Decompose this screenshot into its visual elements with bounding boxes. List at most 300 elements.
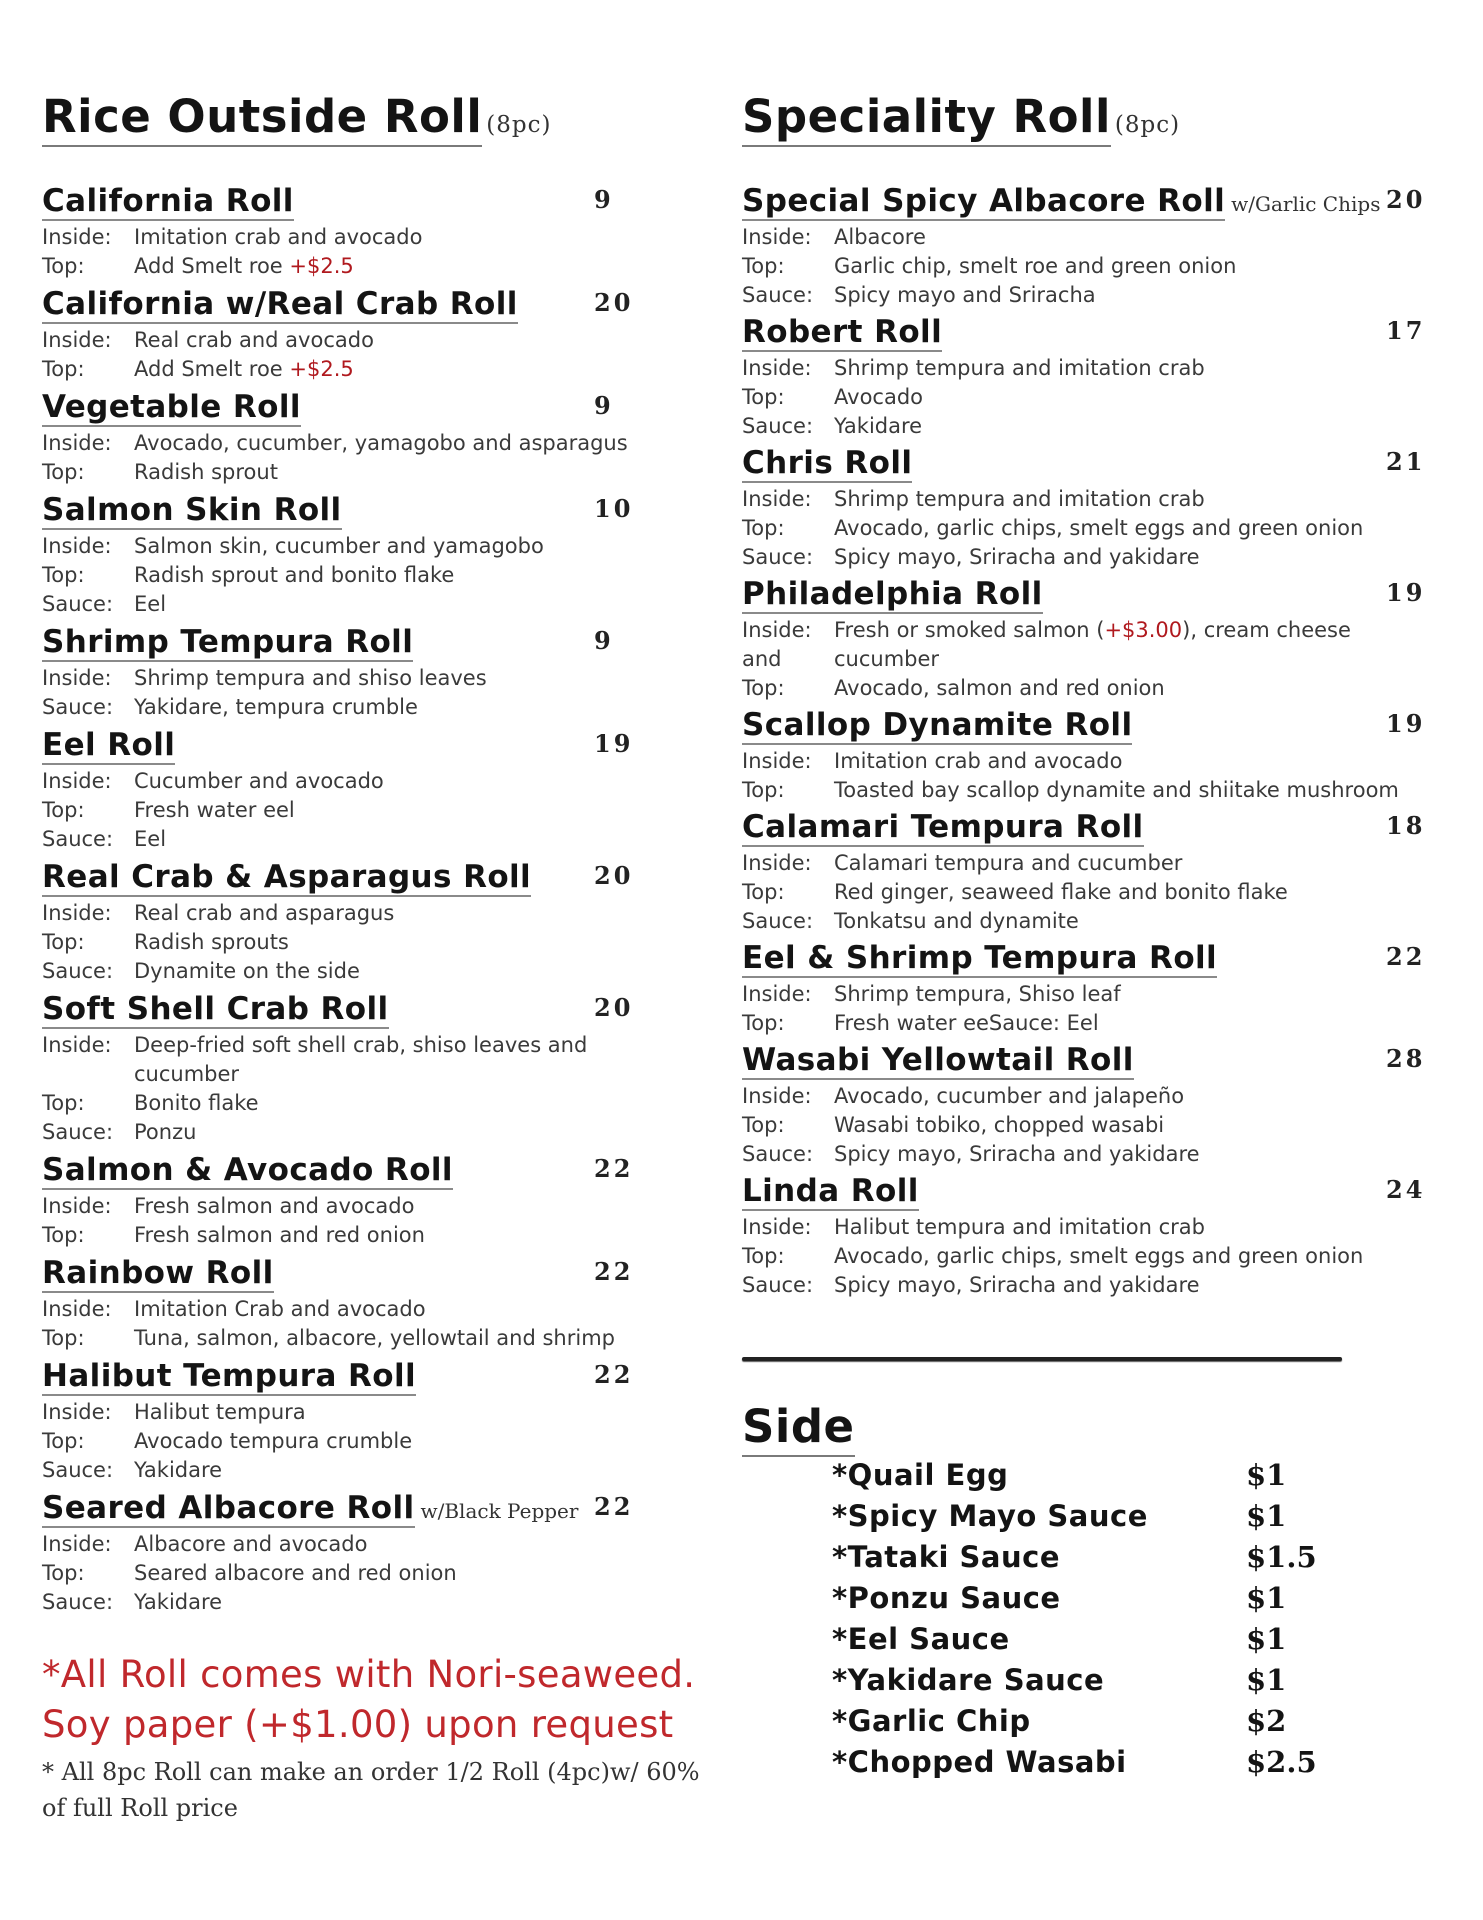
ingredient-text	[834, 645, 1422, 674]
menu-item-header	[742, 940, 1426, 980]
ingredient-text	[134, 1427, 692, 1456]
right-menu-list	[742, 183, 1426, 1304]
menu-item-name: Salmon & Avocado Roll	[42, 1152, 453, 1188]
ingredient-label: Inside:	[42, 1532, 112, 1556]
ingredient-label: Inside:	[42, 666, 112, 690]
side-item-price: $1	[1246, 1622, 1287, 1656]
ingredient-text	[834, 747, 1422, 776]
ingredient-value: Add Smelt roe	[134, 254, 290, 278]
ingredient-label: Sauce:	[42, 695, 114, 719]
ingredient-label: Top:	[742, 880, 785, 904]
ingredient-text	[134, 899, 692, 928]
menu-item-name: Wasabi Yellowtail Roll	[742, 1042, 1134, 1078]
ingredient-label: Inside:	[742, 1215, 812, 1239]
side-item	[832, 1622, 1352, 1663]
menu-item-price: 20	[594, 993, 634, 1022]
footer-soy-paper-note: Soy paper (+$1.00) upon request	[42, 1703, 674, 1746]
ingredient-label: Inside:	[42, 769, 112, 793]
ingredient-label: Top:	[742, 385, 785, 409]
menu-item-header	[742, 576, 1426, 616]
ingredient-line	[42, 899, 692, 928]
ingredient-line	[42, 1398, 692, 1427]
ingredient-label: Inside:	[742, 749, 812, 773]
menu-item	[42, 727, 692, 854]
ingredient-value: Eel	[134, 592, 167, 616]
ingredient-label: Sauce:	[42, 959, 114, 983]
ingredient-text	[834, 1111, 1422, 1140]
menu-item-price: 24	[1386, 1175, 1426, 1204]
ingredient-line	[42, 561, 692, 590]
ingredient-label: Top:	[742, 516, 785, 540]
footer-nori-note: *All Roll comes with Nori-seaweed.	[42, 1653, 696, 1696]
ingredient-text	[134, 957, 692, 986]
ingredient-value: Fresh water eel	[134, 798, 295, 822]
menu-item-name: Linda Roll	[742, 1173, 919, 1209]
side-section-header	[742, 1400, 855, 1457]
ingredient-line	[42, 355, 692, 384]
ingredient-text	[134, 326, 692, 355]
ingredient-value: Imitation crab and avocado	[134, 225, 423, 249]
ingredient-text	[834, 980, 1422, 1009]
ingredient-label: Top:	[42, 563, 85, 587]
right-section-header	[742, 90, 1180, 147]
ingredient-text	[834, 1140, 1422, 1169]
menu-item-header	[42, 991, 692, 1031]
ingredient-value: Avocado, garlic chips, smelt eggs and green onion	[834, 1244, 1364, 1268]
ingredient-label: Top:	[742, 1244, 785, 1268]
ingredient-value: Spicy mayo, Sriracha and yakidare	[834, 545, 1200, 569]
ingredient-value: Yakidare	[134, 1590, 223, 1614]
menu-item-name: California w/Real Crab Roll	[42, 286, 518, 322]
ingredient-line	[42, 590, 692, 619]
side-item-name: *Eel Sauce	[832, 1622, 1010, 1656]
ingredient-line	[742, 1213, 1422, 1242]
menu-item-name: Rainbow Roll	[42, 1255, 274, 1291]
menu-item-header	[42, 286, 692, 326]
menu-item-price: 22	[594, 1154, 634, 1183]
footer-half-roll-note: * All 8pc Roll can make an order 1/2 Roll (4pc)w/ 60% of full Roll price	[42, 1758, 700, 1822]
menu-item-price: 19	[1386, 709, 1426, 738]
ingredient-label: Top:	[42, 460, 85, 484]
ingredient-value: Tonkatsu and dynamite	[834, 909, 1079, 933]
ingredient-text	[834, 776, 1422, 805]
menu-item	[42, 859, 692, 986]
ingredient-text	[134, 1031, 692, 1089]
ingredient-value: Deep-fried soft shell crab, shiso leaves and cucumber	[134, 1033, 588, 1086]
ingredient-text	[134, 1530, 692, 1559]
ingredient-text	[834, 674, 1422, 703]
ingredient-value: Fresh water eeSauce: Eel	[834, 1011, 1099, 1035]
ingredient-text	[134, 693, 692, 722]
ingredient-text	[134, 825, 692, 854]
menu-item-name: California Roll	[42, 183, 294, 219]
ingredient-text	[834, 354, 1422, 383]
left-menu-list	[42, 183, 692, 1622]
side-item	[832, 1499, 1352, 1540]
ingredient-value: Spicy mayo, Sriracha and yakidare	[834, 1142, 1200, 1166]
ingredient-label: Inside:	[742, 356, 812, 380]
ingredient-label: Inside:	[42, 534, 112, 558]
ingredient-label: Sauce:	[42, 1458, 114, 1482]
side-item-price: $1	[1246, 1581, 1287, 1615]
ingredient-line	[42, 796, 692, 825]
ingredient-line	[742, 354, 1422, 383]
ingredient-text	[134, 796, 692, 825]
ingredient-line	[742, 383, 1422, 412]
ingredient-text	[834, 223, 1422, 252]
menu-item-price: 9	[594, 391, 614, 420]
ingredient-text	[834, 485, 1422, 514]
ingredient-text	[134, 1559, 692, 1588]
ingredient-value: Salmon skin, cucumber and yamagobo	[134, 534, 544, 558]
menu-item-price: 22	[594, 1360, 634, 1389]
menu-item-name: Robert Roll	[742, 314, 943, 350]
ingredient-text	[134, 1221, 692, 1250]
ingredient-label: Top:	[742, 676, 785, 700]
side-item	[832, 1663, 1352, 1704]
side-item-price: $1	[1246, 1663, 1287, 1697]
menu-item	[742, 1173, 1426, 1300]
ingredient-label: Sauce:	[42, 592, 114, 616]
ingredient-label: Sauce:	[742, 414, 814, 438]
ingredient-line	[42, 1456, 692, 1485]
ingredient-text	[134, 223, 692, 252]
ingredient-value: Shrimp tempura, Shiso leaf	[834, 982, 1121, 1006]
menu-item-price: 28	[1386, 1044, 1426, 1073]
menu-item-name: Chris Roll	[742, 445, 913, 481]
side-item	[832, 1745, 1352, 1786]
ingredient-text	[834, 514, 1422, 543]
ingredient-label: Top:	[742, 778, 785, 802]
ingredient-value: Imitation crab and avocado	[834, 749, 1123, 773]
ingredient-text	[134, 590, 692, 619]
ingredient-text	[134, 1089, 692, 1118]
ingredient-line	[42, 1427, 692, 1456]
side-item-name: *Yakidare Sauce	[832, 1663, 1105, 1697]
ingredient-text	[134, 252, 692, 281]
ingredient-label: Inside:	[42, 225, 112, 249]
ingredient-line	[42, 1588, 692, 1617]
menu-item	[42, 286, 692, 384]
side-list	[832, 1458, 1352, 1786]
menu-item-header	[742, 183, 1426, 223]
price-addon: +$3.00	[1104, 618, 1183, 642]
menu-item-price: 21	[1386, 447, 1426, 476]
side-item-price: $2.5	[1246, 1745, 1317, 1779]
menu-item-price: 10	[594, 494, 634, 523]
menu-item-price: 9	[594, 626, 614, 655]
ingredient-value: Yakidare, tempura crumble	[134, 695, 418, 719]
ingredient-label: Inside:	[42, 431, 112, 455]
ingredient-value: Halibut tempura	[134, 1400, 306, 1424]
ingredient-line	[742, 1082, 1422, 1111]
ingredient-text	[134, 1295, 692, 1324]
menu-item	[742, 183, 1426, 310]
side-item-name: *Quail Egg	[832, 1458, 1009, 1492]
side-item-price: $1	[1246, 1499, 1287, 1533]
ingredient-line	[42, 664, 692, 693]
ingredient-label: Top:	[42, 254, 85, 278]
ingredient-line	[742, 1111, 1422, 1140]
ingredient-text	[834, 383, 1422, 412]
ingredient-value: Radish sprout	[134, 460, 278, 484]
ingredient-text	[834, 543, 1422, 572]
menu-item	[42, 492, 692, 619]
ingredient-value: Halibut tempura and imitation crab	[834, 1215, 1205, 1239]
ingredient-value: Eel	[134, 827, 167, 851]
ingredient-label: Sauce:	[742, 283, 814, 307]
menu-item-price: 18	[1386, 811, 1426, 840]
ingredient-value: Spicy mayo, Sriracha and yakidare	[834, 1273, 1200, 1297]
menu-item	[742, 314, 1426, 441]
ingredient-value: cucumber	[834, 647, 940, 671]
ingredient-line	[742, 485, 1422, 514]
ingredient-value: Seared albacore and red onion	[134, 1561, 457, 1585]
ingredient-line	[742, 878, 1422, 907]
ingredient-text	[134, 355, 692, 384]
ingredient-value: Albacore	[834, 225, 926, 249]
ingredient-value: Fresh or smoked salmon (	[834, 618, 1105, 642]
menu-item-header	[742, 809, 1426, 849]
ingredient-text	[134, 1398, 692, 1427]
menu-item-price: 20	[594, 861, 634, 890]
ingredient-label: Top:	[42, 930, 85, 954]
ingredient-value: Fresh salmon and avocado	[134, 1194, 415, 1218]
ingredient-text	[134, 928, 692, 957]
ingredient-value: Fresh salmon and red onion	[134, 1223, 425, 1247]
menu-item	[42, 1152, 692, 1250]
ingredient-label: Inside:	[742, 225, 812, 249]
menu-item-name: Salmon Skin Roll	[42, 492, 342, 528]
ingredient-value: Wasabi tobiko, chopped wasabi	[834, 1113, 1165, 1137]
menu-item-header	[742, 445, 1426, 485]
menu-item-name: Real Crab & Asparagus Roll	[42, 859, 532, 895]
ingredient-line	[742, 747, 1422, 776]
ingredient-label: Sauce:	[742, 545, 814, 569]
ingredient-label: Inside:	[742, 487, 812, 511]
ingredient-label: Top:	[42, 1326, 85, 1350]
ingredient-line	[42, 532, 692, 561]
ingredient-text	[834, 1242, 1422, 1271]
ingredient-text	[834, 1082, 1422, 1111]
ingredient-line	[742, 616, 1422, 645]
ingredient-value: Garlic chip, smelt roe and green onion	[834, 254, 1237, 278]
ingredient-line	[742, 645, 1422, 674]
ingredient-label: Sauce:	[742, 1142, 814, 1166]
menu-item	[42, 389, 692, 487]
ingredient-label: Inside:	[42, 1033, 112, 1057]
ingredient-value: Red ginger, seaweed flake and bonito flake	[834, 880, 1288, 904]
ingredient-label: Inside:	[742, 618, 812, 642]
section-title: Side	[742, 1400, 855, 1457]
ingredient-value: Yakidare	[134, 1458, 223, 1482]
ingredient-label: Inside:	[42, 1297, 112, 1321]
ingredient-text	[834, 281, 1422, 310]
ingredient-value: Shrimp tempura and shiso leaves	[134, 666, 487, 690]
side-item	[832, 1704, 1352, 1745]
ingredient-value: Avocado	[834, 385, 924, 409]
ingredient-text	[834, 1213, 1422, 1242]
side-item-name: *Chopped Wasabi	[832, 1745, 1127, 1779]
ingredient-value: Ponzu	[134, 1120, 197, 1144]
side-item-price: $1.5	[1246, 1540, 1317, 1574]
menu-item-name: Eel & Shrimp Tempura Roll	[742, 940, 1218, 976]
ingredient-text	[134, 458, 692, 487]
ingredient-label: Top:	[742, 254, 785, 278]
side-item	[832, 1540, 1352, 1581]
side-item	[832, 1581, 1352, 1622]
menu-item-header	[42, 1255, 692, 1295]
ingredient-value: Spicy mayo and Sriracha	[834, 283, 1096, 307]
menu-item-header	[42, 389, 692, 429]
menu-item-header	[742, 1042, 1426, 1082]
ingredient-value: Radish sprout and bonito flake	[134, 563, 455, 587]
price-addon: +$2.5	[289, 357, 354, 381]
menu-item-name: Scallop Dynamite Roll	[742, 707, 1133, 743]
side-item-name: *Garlic Chip	[832, 1704, 1031, 1738]
menu-item-header	[42, 1152, 692, 1192]
ingredient-label: Sauce:	[42, 1120, 114, 1144]
menu-item-header	[42, 492, 692, 532]
menu-item-header	[42, 183, 692, 223]
menu-item-name: Eel Roll	[42, 727, 176, 763]
ingredient-line	[742, 281, 1422, 310]
ingredient-text	[834, 1009, 1422, 1038]
ingredient-line	[742, 412, 1422, 441]
menu-item	[742, 940, 1426, 1038]
menu-item-name: Philadelphia Roll	[742, 576, 1043, 612]
ingredient-value: Calamari tempura and cucumber	[834, 851, 1183, 875]
menu-item-header	[42, 1358, 692, 1398]
ingredient-line	[42, 1118, 692, 1147]
ingredient-value: Shrimp tempura and imitation crab	[834, 356, 1205, 380]
ingredient-line	[42, 1295, 692, 1324]
ingredient-text	[134, 1456, 692, 1485]
side-item-name: *Tataki Sauce	[832, 1540, 1060, 1574]
ingredient-text	[134, 1118, 692, 1147]
ingredient-label: Sauce:	[742, 1273, 814, 1297]
menu-item-price: 22	[1386, 942, 1426, 971]
ingredient-line	[42, 825, 692, 854]
ingredient-text	[834, 878, 1422, 907]
ingredient-value: Avocado tempura crumble	[134, 1429, 413, 1453]
menu-item	[742, 707, 1426, 805]
ingredient-text	[834, 412, 1422, 441]
ingredient-line	[742, 252, 1422, 281]
ingredient-line	[42, 1559, 692, 1588]
side-item	[832, 1458, 1352, 1499]
ingredient-label: Top:	[42, 357, 85, 381]
ingredient-line	[42, 1324, 692, 1353]
ingredient-value: Avocado, cucumber and jalapeño	[834, 1084, 1185, 1108]
menu-item	[742, 576, 1426, 703]
section-note: (8pc)	[1114, 112, 1181, 138]
ingredient-label: Top:	[42, 1223, 85, 1247]
menu-item-name: Seared Albacore Roll	[42, 1490, 415, 1526]
ingredient-line	[742, 980, 1422, 1009]
menu-item	[742, 445, 1426, 572]
ingredient-line	[42, 1031, 692, 1089]
menu-item-header	[742, 707, 1426, 747]
ingredient-value: Avocado, cucumber, yamagobo and asparagus	[134, 431, 628, 455]
ingredient-value: Yakidare	[834, 414, 923, 438]
menu-item-price: 22	[594, 1257, 634, 1286]
ingredient-label: and	[742, 647, 782, 671]
ingredient-line	[42, 928, 692, 957]
ingredient-line	[42, 767, 692, 796]
ingredient-line	[42, 1530, 692, 1559]
section-divider	[742, 1357, 1342, 1361]
menu-item	[42, 1358, 692, 1485]
ingredient-line	[42, 223, 692, 252]
ingredient-value: Imitation Crab and avocado	[134, 1297, 426, 1321]
menu-item	[42, 1255, 692, 1353]
menu-item-note: w/Garlic Chips	[1231, 192, 1381, 216]
ingredient-label: Sauce:	[42, 827, 114, 851]
ingredient-label: Inside:	[42, 1400, 112, 1424]
ingredient-text	[834, 1271, 1422, 1300]
price-addon: +$2.5	[289, 254, 354, 278]
ingredient-value: Bonito flake	[134, 1091, 259, 1115]
ingredient-value: Dynamite on the side	[134, 959, 360, 983]
ingredient-line	[742, 776, 1422, 805]
ingredient-label: Inside:	[42, 901, 112, 925]
section-title: Rice Outside Roll	[42, 90, 482, 147]
ingredient-label: Inside:	[742, 851, 812, 875]
ingredient-label: Sauce:	[42, 1590, 114, 1614]
ingredient-line	[42, 1089, 692, 1118]
ingredient-line	[42, 326, 692, 355]
ingredient-value: Avocado, garlic chips, smelt eggs and green onion	[834, 516, 1364, 540]
menu-item-price: 17	[1386, 316, 1426, 345]
ingredient-value: Avocado, salmon and red onion	[834, 676, 1165, 700]
ingredient-line	[742, 514, 1422, 543]
menu-item-price: 22	[594, 1492, 634, 1521]
menu-item-header	[42, 1490, 692, 1530]
menu-item-price: 20	[594, 288, 634, 317]
ingredient-line	[42, 458, 692, 487]
ingredient-text	[134, 561, 692, 590]
ingredient-text	[134, 664, 692, 693]
left-section-header	[42, 90, 551, 147]
ingredient-label: Top:	[742, 1113, 785, 1137]
ingredient-text	[834, 252, 1422, 281]
ingredient-text	[134, 1588, 692, 1617]
ingredient-value-tail: ), cream cheese	[1182, 618, 1351, 642]
menu-item-header	[42, 859, 692, 899]
ingredient-label: Inside:	[742, 1084, 812, 1108]
ingredient-line	[742, 1271, 1422, 1300]
ingredient-line	[742, 674, 1422, 703]
ingredient-text	[834, 616, 1422, 645]
ingredient-line	[42, 252, 692, 281]
menu-item-price: 19	[594, 729, 634, 758]
ingredient-text	[834, 849, 1422, 878]
ingredient-line	[742, 1009, 1422, 1038]
ingredient-value: Cucumber and avocado	[134, 769, 384, 793]
ingredient-line	[42, 693, 692, 722]
ingredient-line	[742, 1242, 1422, 1271]
ingredient-value: Radish sprouts	[134, 930, 289, 954]
side-item-name: *Spicy Mayo Sauce	[832, 1499, 1148, 1533]
menu-item	[42, 991, 692, 1147]
menu-item-name: Vegetable Roll	[42, 389, 301, 425]
menu-item-name: Shrimp Tempura Roll	[42, 624, 414, 660]
ingredient-line	[42, 429, 692, 458]
ingredient-text	[134, 1324, 692, 1353]
ingredient-label: Inside:	[742, 982, 812, 1006]
menu-item	[42, 1490, 692, 1617]
